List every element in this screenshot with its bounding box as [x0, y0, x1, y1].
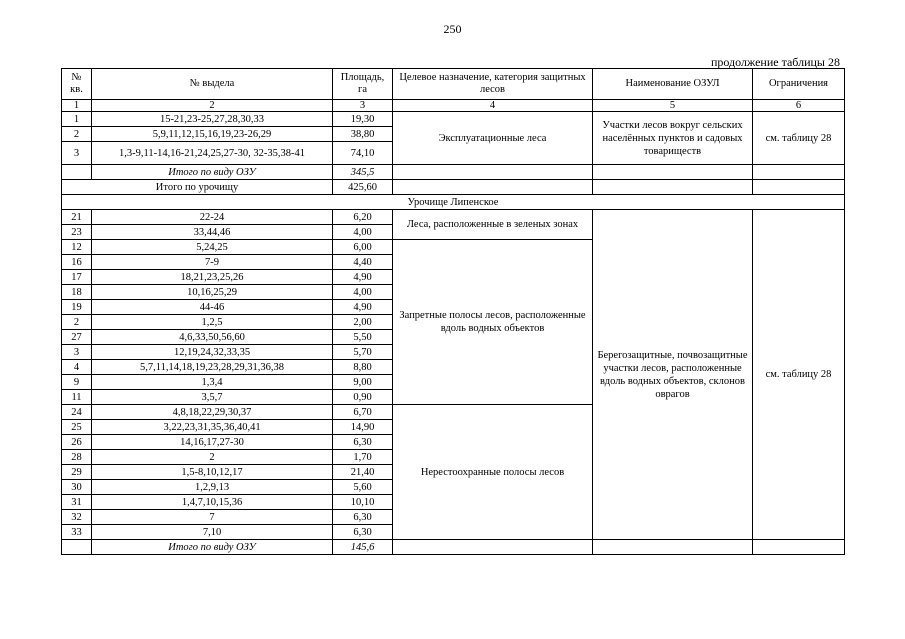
cell-vydel: 7-9 [92, 255, 333, 270]
cell-kv: 32 [62, 510, 92, 525]
cell-vydel: 4,8,18,22,29,30,37 [92, 405, 333, 420]
cell-kv: 19 [62, 300, 92, 315]
cell-kv: 21 [62, 210, 92, 225]
cell-area: 6,20 [333, 210, 393, 225]
cell-kv: 23 [62, 225, 92, 240]
header-area: Площадь, га [333, 69, 393, 100]
cell-vydel: 7 [92, 510, 333, 525]
cell-kv: 30 [62, 480, 92, 495]
total-label: Итого по урочищу [62, 180, 333, 195]
cell-vydel: 5,7,11,14,18,19,23,28,29,31,36,38 [92, 360, 333, 375]
cell-vydel: 5,24,25 [92, 240, 333, 255]
cell-purpose: Эксплуатационные леса [393, 112, 593, 165]
cell-vydel: 1,4,7,10,15,36 [92, 495, 333, 510]
cell-kv: 9 [62, 375, 92, 390]
cell-area: 14,90 [333, 420, 393, 435]
subtotal-row [62, 540, 845, 555]
cell-kv: 2 [62, 127, 92, 142]
subtotal-label: Итого по виду ОЗУ [92, 540, 333, 555]
column-number: 3 [333, 100, 393, 112]
table-row [62, 210, 845, 225]
cell-area: 1,70 [333, 450, 393, 465]
cell-area: 4,00 [333, 285, 393, 300]
cell-vydel: 10,16,25,29 [92, 285, 333, 300]
cell-area: 0,90 [333, 390, 393, 405]
cell-vydel: 1,2,9,13 [92, 480, 333, 495]
cell-area: 21,40 [333, 465, 393, 480]
cell-kv: 12 [62, 240, 92, 255]
column-number: 1 [62, 100, 92, 112]
cell-vydel: 1,5-8,10,12,17 [92, 465, 333, 480]
cell-kv: 1 [62, 112, 92, 127]
cell-area: 9,00 [333, 375, 393, 390]
cell-vydel: 5,9,11,12,15,16,19,23-26,29 [92, 127, 333, 142]
cell-kv: 4 [62, 360, 92, 375]
total-value: 425,60 [333, 180, 393, 195]
cell-vydel: 2 [92, 450, 333, 465]
cell-area: 6,30 [333, 435, 393, 450]
cell-vydel: 1,3,4 [92, 375, 333, 390]
cell-kv: 33 [62, 525, 92, 540]
cell-area: 2,00 [333, 315, 393, 330]
cell-area: 5,70 [333, 345, 393, 360]
cell-area: 74,10 [333, 142, 393, 165]
cell-kv: 29 [62, 465, 92, 480]
table-row [62, 112, 845, 127]
cell-kv: 24 [62, 405, 92, 420]
cell-kv: 25 [62, 420, 92, 435]
cell-area: 5,50 [333, 330, 393, 345]
cell-area: 8,80 [333, 360, 393, 375]
subtotal-label: Итого по виду ОЗУ [92, 165, 333, 180]
column-number: 4 [393, 100, 593, 112]
cell-vydel: 33,44,46 [92, 225, 333, 240]
header-ozul: Наименование ОЗУЛ [593, 69, 753, 100]
cell-area: 6,70 [333, 405, 393, 420]
table-continuation-note: продолжение таблицы 28 [710, 55, 840, 69]
column-number: 5 [593, 100, 753, 112]
column-number: 6 [753, 100, 845, 112]
column-number-row [62, 100, 845, 112]
cell-ozul: Участки лесов вокруг сельских населённых пунктов и садовых товариществ [593, 112, 753, 165]
table-header-row [62, 69, 845, 100]
cell-vydel: 4,6,33,50,56,60 [92, 330, 333, 345]
cell-kv: 17 [62, 270, 92, 285]
cell-kv: 28 [62, 450, 92, 465]
subtotal-value: 145,6 [333, 540, 393, 555]
subtotal-row [62, 165, 845, 180]
cell-purpose: Нерестоохранные полосы лесов [393, 405, 593, 540]
cell-area: 19,30 [333, 112, 393, 127]
cell-area: 38,80 [333, 127, 393, 142]
header-purpose: Целевое назначение, категория защитных лесов [393, 69, 593, 100]
cell-restrictions: см. таблицу 28 [753, 210, 845, 540]
cell-vydel: 1,3-9,11-14,16-21,24,25,27-30, 32-35,38-41 [92, 142, 333, 165]
cell-restrictions: см. таблицу 28 [753, 112, 845, 165]
cell-kv: 2 [62, 315, 92, 330]
header-restrictions: Ограничения [753, 69, 845, 100]
cell-ozul: Берегозащитные, почвозащитные участки лесов, расположенные вдоль водных объектов, склонов оврагов [593, 210, 753, 540]
forest-table [61, 68, 845, 555]
cell-vydel: 44-46 [92, 300, 333, 315]
page-number: 250 [443, 22, 462, 36]
tract-row [62, 195, 845, 210]
header-kv: № кв. [62, 69, 92, 100]
cell-vydel: 18,21,23,25,26 [92, 270, 333, 285]
cell-kv: 11 [62, 390, 92, 405]
cell-area: 6,30 [333, 525, 393, 540]
header-vydel: № выдела [92, 69, 333, 100]
total-row [62, 180, 845, 195]
cell-purpose: Запретные полосы лесов, расположенные вдоль водных объектов [393, 240, 593, 405]
cell-area: 4,90 [333, 270, 393, 285]
cell-area: 6,00 [333, 240, 393, 255]
subtotal-value: 345,5 [333, 165, 393, 180]
cell-purpose: Леса, расположенные в зеленых зонах [393, 210, 593, 240]
cell-vydel: 7,10 [92, 525, 333, 540]
cell-vydel: 22-24 [92, 210, 333, 225]
cell-area: 4,00 [333, 225, 393, 240]
cell-kv: 3 [62, 345, 92, 360]
tract-name: Урочище Липенское [62, 195, 845, 210]
cell-vydel: 3,22,23,31,35,36,40,41 [92, 420, 333, 435]
cell-vydel: 14,16,17,27-30 [92, 435, 333, 450]
cell-kv: 3 [62, 142, 92, 165]
cell-area: 5,60 [333, 480, 393, 495]
cell-vydel: 1,2,5 [92, 315, 333, 330]
cell-kv: 16 [62, 255, 92, 270]
cell-kv: 26 [62, 435, 92, 450]
column-number: 2 [92, 100, 333, 112]
cell-area: 10,10 [333, 495, 393, 510]
cell-kv: 27 [62, 330, 92, 345]
cell-area: 6,30 [333, 510, 393, 525]
cell-kv: 31 [62, 495, 92, 510]
cell-kv: 18 [62, 285, 92, 300]
cell-area: 4,40 [333, 255, 393, 270]
cell-vydel: 12,19,24,32,33,35 [92, 345, 333, 360]
cell-area: 4,90 [333, 300, 393, 315]
cell-vydel: 15-21,23-25,27,28,30,33 [92, 112, 333, 127]
cell-vydel: 3,5,7 [92, 390, 333, 405]
